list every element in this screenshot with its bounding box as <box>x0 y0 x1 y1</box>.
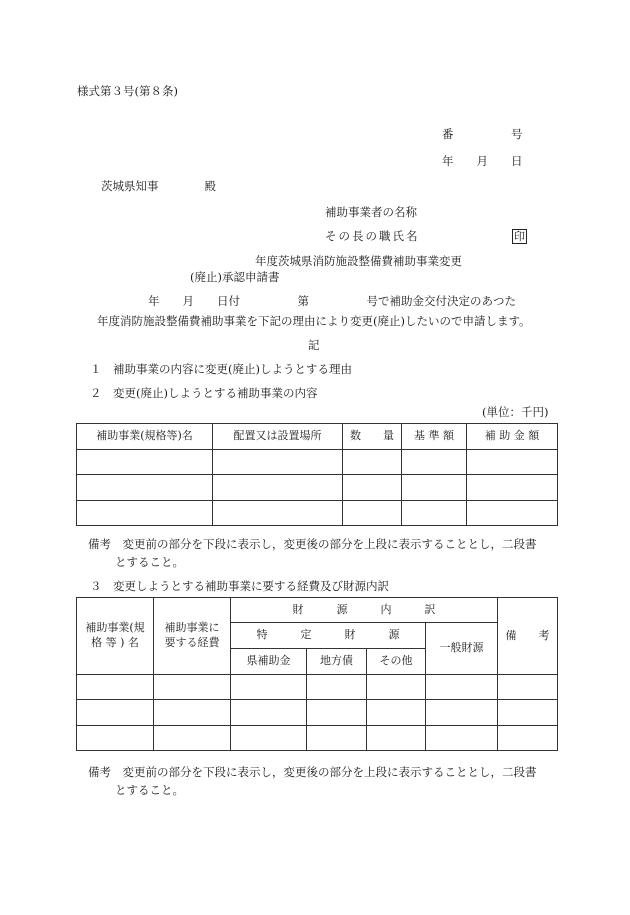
number-label: 番 号 <box>442 127 523 141</box>
col-header-local-bond: 地方債 <box>307 649 367 675</box>
title-line-2: (廃止)承認申請書 <box>190 270 280 284</box>
date-label: 年 月 日 <box>442 154 523 168</box>
col-header-subsidy-amount: 補 助 金 額 <box>467 424 558 450</box>
applicant-name-label: 補助事業者の名称 <box>325 205 417 219</box>
col-header-project-name: 補助事業(規格等)名 <box>77 424 213 450</box>
table-row <box>77 450 558 475</box>
col-header-quantity: 数 量 <box>343 424 402 450</box>
table-row <box>77 726 558 751</box>
addressee: 茨城県知事 殿 <box>101 179 216 193</box>
body-line-2: 年度消防施設整備費補助事業を下記の理由により変更(廃止)したいので申請します。 <box>97 314 531 328</box>
col-header-project-cost: 補助事業に 要する経費 <box>154 598 231 675</box>
table-row <box>77 675 558 700</box>
col-header-location: 配置又は設置場所 <box>213 424 343 450</box>
table-row <box>77 501 558 526</box>
item-1: １ 補助事業の内容に変更(廃止)しようとする理由 <box>90 362 352 376</box>
change-content-table <box>76 423 558 526</box>
title-line-1: 年度茨城県消防施設整備費補助事業変更 <box>255 254 462 268</box>
note-2-line-2: とすること。 <box>115 783 184 797</box>
table-row <box>77 475 558 501</box>
col-header-other: その他 <box>367 649 426 675</box>
col-header-specific-funding: 特 定 財 源 <box>231 623 426 649</box>
expense-breakdown-table <box>76 597 558 751</box>
col-header-base-amount: 基 準 額 <box>402 424 467 450</box>
table-row <box>77 700 558 726</box>
col-header-prefectural-subsidy: 県補助金 <box>231 649 307 675</box>
unit-label: (単位：千円) <box>482 405 549 419</box>
ki-heading: 記 <box>308 338 320 352</box>
seal-mark: 印 <box>514 230 525 243</box>
item-2: ２ 変更(廃止)しようとする補助事業の内容 <box>90 386 318 400</box>
note-2-line-1: 備考 変更前の部分を下段に表示し，変更後の部分を上段に表示することとし，二段書 <box>88 765 537 779</box>
item-3: ３ 変更しようとする補助事業に要する経費及び財源内訳 <box>90 579 389 593</box>
col-header-project-name: 補助事業(規 格 等 ) 名 <box>77 598 154 675</box>
note-1-line-2: とすること。 <box>115 555 184 569</box>
representative-label: その長の職氏名 <box>325 229 420 243</box>
col-header-finance-breakdown: 財 源 内 訳 <box>231 598 498 623</box>
note-1-line-1: 備考 変更前の部分を下段に表示し，変更後の部分を上段に表示することとし，二段書 <box>88 537 537 551</box>
col-header-remarks: 備 考 <box>498 598 558 675</box>
body-line-1: 年 月 日付 第 号で補助金交付決定のあつた <box>148 294 516 308</box>
col-header-general-funding: 一般財源 <box>426 623 498 675</box>
form-number: 様式第３号(第８条) <box>77 84 178 98</box>
